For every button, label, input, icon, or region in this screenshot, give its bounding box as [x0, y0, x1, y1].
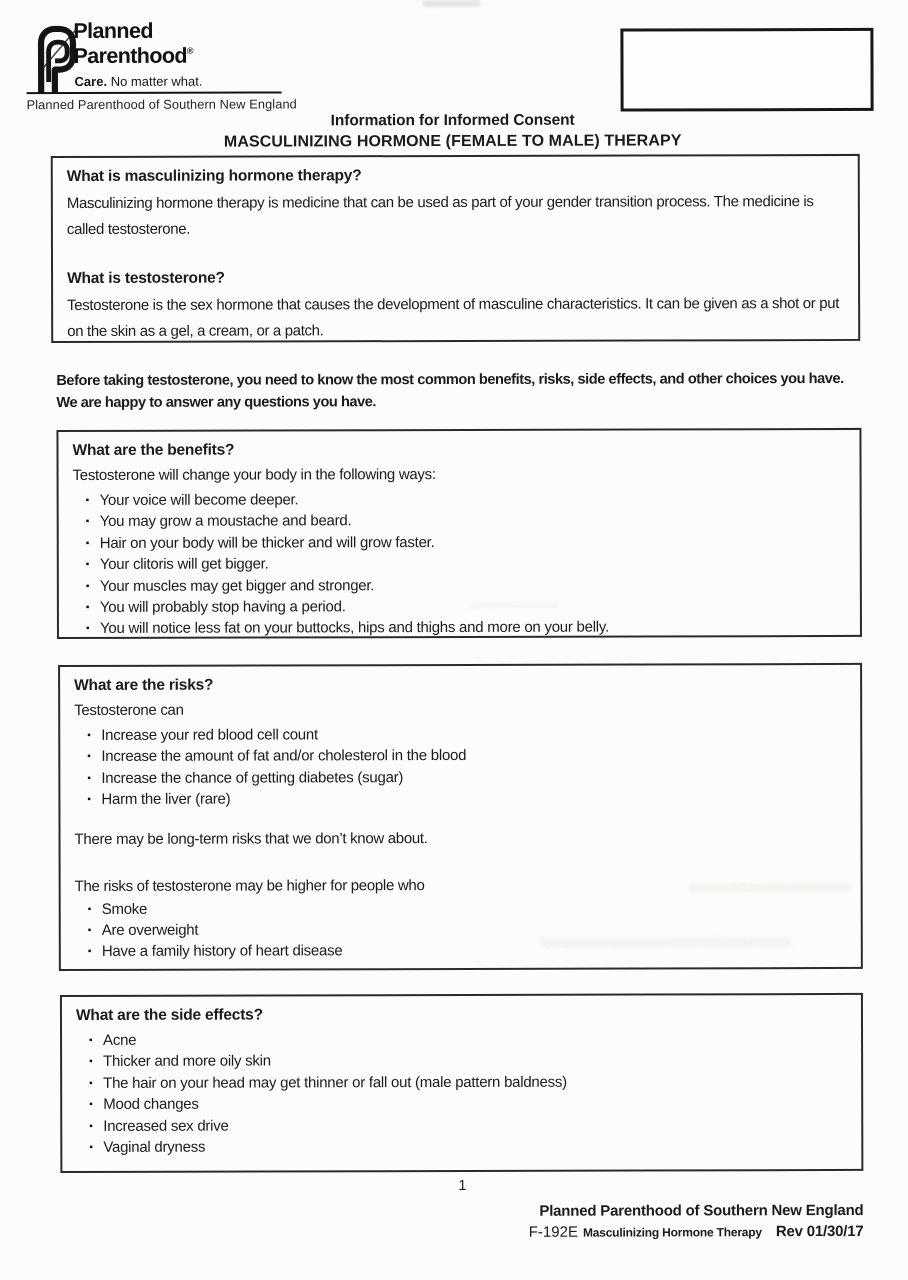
list-item: [73, 616, 846, 639]
question-heading-therapy: What is masculinizing hormone therapy?: [66, 167, 362, 186]
document-title: [0, 111, 907, 152]
bullet-icon: ▪: [85, 516, 90, 528]
benefits-lead: Testosterone will change your body in the following ways:: [72, 466, 436, 484]
logo-word-parenthood: Parenthood®: [73, 43, 194, 68]
question-heading-testosterone: What is testosterone?: [67, 269, 225, 288]
section-side-effects-box: [60, 993, 863, 1173]
risks-heading: What are the risks?: [74, 676, 214, 694]
intro-paragraph: Before taking testosterone, you need to know the most common benefits, risks, side effects, and other choices you have. We are happy to answer any questions you have.: [56, 370, 844, 412]
section-risks-box: [58, 663, 863, 971]
footer-form-line: [529, 1223, 864, 1241]
page-number: 1: [458, 1177, 467, 1194]
list-item: [74, 787, 846, 810]
bullet-icon: ▪: [85, 559, 90, 571]
list-item: [75, 897, 847, 920]
benefit-item: Your voice will become deeper.: [99, 491, 299, 509]
benefit-item: Your muscles may get bigger and stronger.: [99, 576, 375, 595]
list-item: [73, 509, 846, 532]
bullet-icon: ▪: [85, 494, 89, 506]
list-item: [76, 1092, 847, 1115]
bullet-icon: ▪: [85, 623, 90, 635]
side-effects-heading: What are the side effects?: [75, 1006, 263, 1024]
tagline-care: Care.: [74, 73, 108, 89]
bullet-icon: ▪: [87, 772, 91, 784]
list-item: [73, 488, 846, 511]
logo-divider: [27, 91, 282, 94]
logo-tagline: [75, 74, 203, 89]
risk-factor-item: Are overweight: [101, 921, 199, 939]
title-line-1: Information for Informed Consent: [330, 111, 575, 130]
risks-lead: Testosterone can: [74, 701, 184, 719]
footer-form-code: F-192E: [528, 1223, 578, 1241]
list-item: [76, 1049, 847, 1072]
risk-factor-item: Have a family history of heart disease: [101, 942, 343, 961]
bullet-icon: ▪: [87, 794, 91, 806]
list-item: [76, 1028, 847, 1051]
benefit-item: You will notice less fat on your buttocks, hips and thighs and more on your belly.: [99, 619, 609, 638]
answer-testosterone: Testosterone is the sex hormone that causes the development of masculine characteristics. It can be given as a shot or put on the skin as a gel, a cream, or a patch.: [67, 294, 840, 341]
side-effect-item: The hair on your head may get thinner or fall out (male pattern baldness): [103, 1073, 567, 1092]
list-item: [73, 574, 846, 597]
affiliate-name: Planned Parenthood of Southern New England: [26, 96, 297, 113]
risk-item: Increase the amount of fat and/or cholesterol in the blood: [101, 747, 467, 766]
bullet-icon: ▪: [89, 1034, 93, 1046]
footer-revision-date: Rev 01/30/17: [775, 1222, 864, 1241]
risk-item: Harm the liver (rare): [101, 790, 231, 809]
title-line-2: MASCULINIZING HORMONE (FEMALE TO MALE) THERAPY: [223, 132, 682, 151]
benefit-item: You may grow a moustache and beard.: [99, 512, 352, 531]
list-item: [73, 531, 846, 554]
risks-list: [74, 723, 846, 811]
bullet-icon: ▪: [89, 1120, 93, 1132]
bullet-icon: ▪: [85, 537, 90, 549]
benefits-heading: What are the benefits?: [72, 441, 235, 459]
logo-word-planned: Planned: [73, 18, 153, 43]
benefits-list: [73, 488, 846, 640]
side-effect-item: Increased sex drive: [103, 1117, 229, 1135]
registered-mark: ®: [186, 45, 194, 56]
benefit-item: Hair on your body will be thicker and will grow faster.: [99, 533, 435, 552]
planned-parenthood-logo-icon: [30, 23, 76, 95]
footer-form-title: Masculinizing Hormone Therapy: [582, 1225, 762, 1240]
section-benefits-box: [56, 428, 862, 639]
list-item: [74, 723, 846, 746]
bullet-icon: ▪: [89, 1077, 93, 1089]
risk-factor-item: Smoke: [101, 900, 148, 918]
list-item: [76, 1135, 847, 1158]
side-effect-item: Vaginal dryness: [103, 1138, 206, 1156]
logo-wordmark: [73, 18, 194, 68]
side-effect-item: Acne: [103, 1031, 137, 1049]
footer-org: Planned Parenthood of Southern New England: [539, 1201, 864, 1220]
bullet-icon: ▪: [89, 1141, 93, 1153]
risk-item: Increase your red blood cell count: [101, 726, 318, 744]
blank-label-box: [620, 28, 873, 112]
risks-higher-list: [75, 897, 847, 963]
list-item: [76, 1071, 847, 1094]
benefit-item: You will probably stop having a period.: [99, 598, 346, 616]
bullet-icon: ▪: [87, 903, 92, 915]
bullet-icon: ▪: [87, 946, 92, 958]
list-item: [75, 918, 847, 941]
list-item: [75, 939, 847, 962]
footer: [529, 1202, 864, 1241]
bullet-icon: ▪: [85, 580, 90, 592]
scan-smudge: [422, 0, 480, 7]
risk-item: Increase the chance of getting diabetes (sugar): [101, 768, 404, 787]
bullet-icon: ▪: [87, 751, 91, 763]
side-effect-item: Mood changes: [103, 1095, 199, 1114]
list-item: [74, 744, 846, 767]
list-item: [73, 595, 846, 618]
bullet-icon: ▪: [85, 601, 90, 613]
side-effect-item: Thicker and more oily skin: [103, 1052, 271, 1071]
bullet-icon: ▪: [89, 1099, 93, 1111]
risks-higher-lead: The risks of testosterone may be higher for people who: [74, 876, 425, 895]
answer-therapy: Masculinizing hormone therapy is medicine that can be used as part of your gender transition process. The medicine is called testosterone.: [66, 193, 814, 239]
section-about-box: [51, 154, 860, 343]
bullet-icon: ▪: [87, 924, 92, 936]
bullet-icon: ▪: [89, 1056, 93, 1068]
side-effects-list: [76, 1028, 847, 1158]
logo-block: [26, 16, 297, 113]
tagline-rest: No matter what.: [110, 73, 203, 89]
list-item: [76, 1114, 847, 1137]
list-item: [74, 766, 846, 789]
risks-longterm-note: There may be long-term risks that we don’t know about.: [74, 829, 428, 848]
benefit-item: Your clitoris will get bigger.: [99, 555, 269, 574]
bullet-icon: ▪: [87, 729, 91, 741]
list-item: [73, 552, 846, 575]
